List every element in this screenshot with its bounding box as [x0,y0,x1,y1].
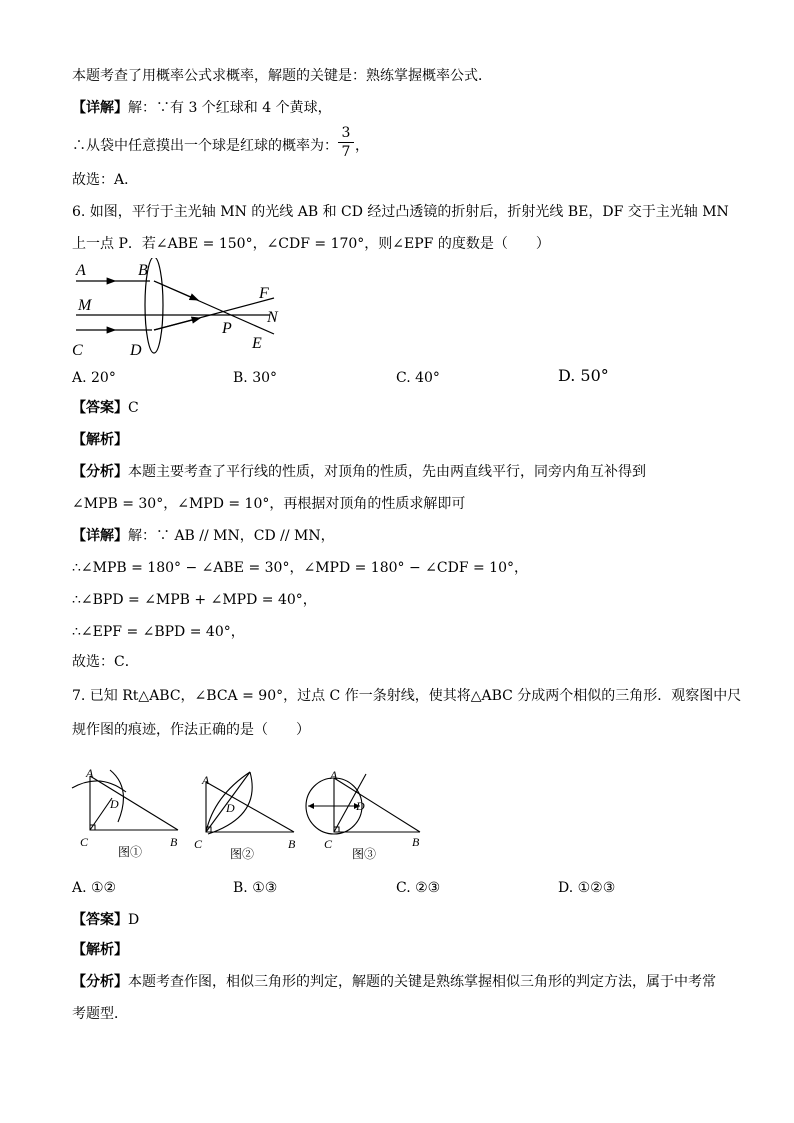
fraction [338,124,354,161]
q7-option-b: B. ①③ [233,880,278,896]
analysis-text: 本题主要考查了平行线的性质，对顶角的性质，先由两直线平行，同旁内角互补得到 [128,464,646,480]
q6-option-b: B. 30° [233,370,278,386]
q6-detail-c: ∴∠BPD = ∠MPB + ∠MPD = 40°， [72,592,317,608]
label-n: N [267,309,278,326]
label-c: C [194,837,203,851]
answer-tag: 【答案】 [72,912,128,928]
construction-figure-1 [70,766,190,866]
figure-caption: 图② [230,847,255,861]
label-b: B [170,835,178,849]
label-a: A [330,768,338,782]
label-b: B [412,835,420,849]
ray-be-arrow [154,281,198,300]
label-m: M [78,297,92,314]
text-line-4: 故选：A． [72,172,139,188]
label-d: D [226,801,235,815]
label-b: B [138,262,148,279]
segment-ab [90,776,178,830]
q7-text-a: 7. 已知 Rt△ABC，∠BCA = 90°，过点 C 作一条射线，使其将△ABC 分成两个相似的三角形．观察图中尺 [72,688,742,704]
lens-figure [70,258,290,368]
segment-ab [206,782,294,832]
label-c: C [72,342,83,359]
label-f: F [259,285,269,302]
q6-detail-d: ∴∠EPF = ∠BPD = 40°， [72,624,245,640]
q6-text-b: 上一点 P．若∠ABE = 150°，∠CDF = 170°，则∠EPF 的度数是（ ） [72,236,550,252]
arc-1 [72,781,126,792]
q7-analysis-heading: 【解析】 [72,942,128,958]
label-a: A [76,262,86,279]
q7-answer [72,910,139,930]
label-a: A [202,773,210,787]
fraction-denominator: 7 [341,144,351,160]
answer-tag: 【答案】 [72,400,128,416]
q7-analysis-a [72,972,716,992]
label-d: D [356,799,365,813]
label-e: E [252,335,262,352]
q7-option-c: C. ②③ [396,880,441,896]
left-arrow-icon [308,803,314,809]
text-line-3: ∴从袋中任意摸出一个球是红球的概率为： [72,138,338,154]
segment-ab [334,778,420,832]
answer-value: C [128,400,139,416]
q6-analysis-b: ∠MPB = 30°，∠MPD = 10°，再根据对顶角的性质求解即可 [72,496,466,512]
label-c: C [324,837,333,851]
text-line-2 [72,98,332,118]
text-line-1: 本题考查了用概率公式求概率，解题的关键是：熟练掌握概率公式． [72,68,492,84]
ray-df-arrow [154,318,200,330]
label-b: B [288,837,296,851]
fraction-numerator: 3 [341,125,351,141]
q7-analysis-b: 考题型． [72,1006,128,1022]
detail-text: 解：∵有 3 个红球和 4 个黄球， [128,100,332,116]
analysis-text: 本题考查作图，相似三角形的判定，解题的关键是熟练掌握相似三角形的判定方法，属于中考常 [128,974,716,990]
figure-caption: 图③ [352,847,377,861]
q6-analysis-a [72,462,646,482]
label-d: D [130,342,142,359]
detail-text: 解：∵ AB // MN，CD // MN， [128,528,335,544]
figure-caption: 图① [118,845,143,859]
q7-option-a: A. ①② [72,880,117,896]
construction-figure-2 [192,766,304,866]
q6-detail-b: ∴∠MPB = 180° − ∠ABE = 30°，∠MPD = 180° − ∠CDF = 10°， [72,560,528,576]
arc-2 [110,770,123,822]
analysis-tag: 【分析】 [72,464,128,480]
analysis-tag: 【分析】 [72,974,128,990]
q6-option-c: C. 40° [396,370,440,386]
q6-option-d: D. 50° [558,366,609,385]
label-p: P [222,320,232,337]
label-a: A [86,766,94,780]
q6-option-a: A. 20° [72,370,116,386]
q6-detail-e: 故选：C． [72,654,139,670]
q6-text-a: 6. 如图，平行于主光轴 MN 的光线 AB 和 CD 经过凸透镜的折射后，折射光线 BE，DF 交于主光轴 MN [72,204,729,220]
q6-answer [72,398,139,418]
detail-tag: 【详解】 [72,528,128,544]
q7-text-b: 规作图的痕迹，作法正确的是（ ） [72,722,310,738]
answer-value: D [128,912,140,928]
construction-figure-3 [304,766,428,866]
q6-detail-a [72,526,335,546]
text-line-3-end: ， [355,138,369,154]
q7-option-d: D. ①②③ [558,880,616,896]
detail-tag: 【详解】 [72,100,128,116]
label-c: C [80,835,89,849]
q6-analysis-heading: 【解析】 [72,432,128,448]
label-d: D [110,797,119,811]
